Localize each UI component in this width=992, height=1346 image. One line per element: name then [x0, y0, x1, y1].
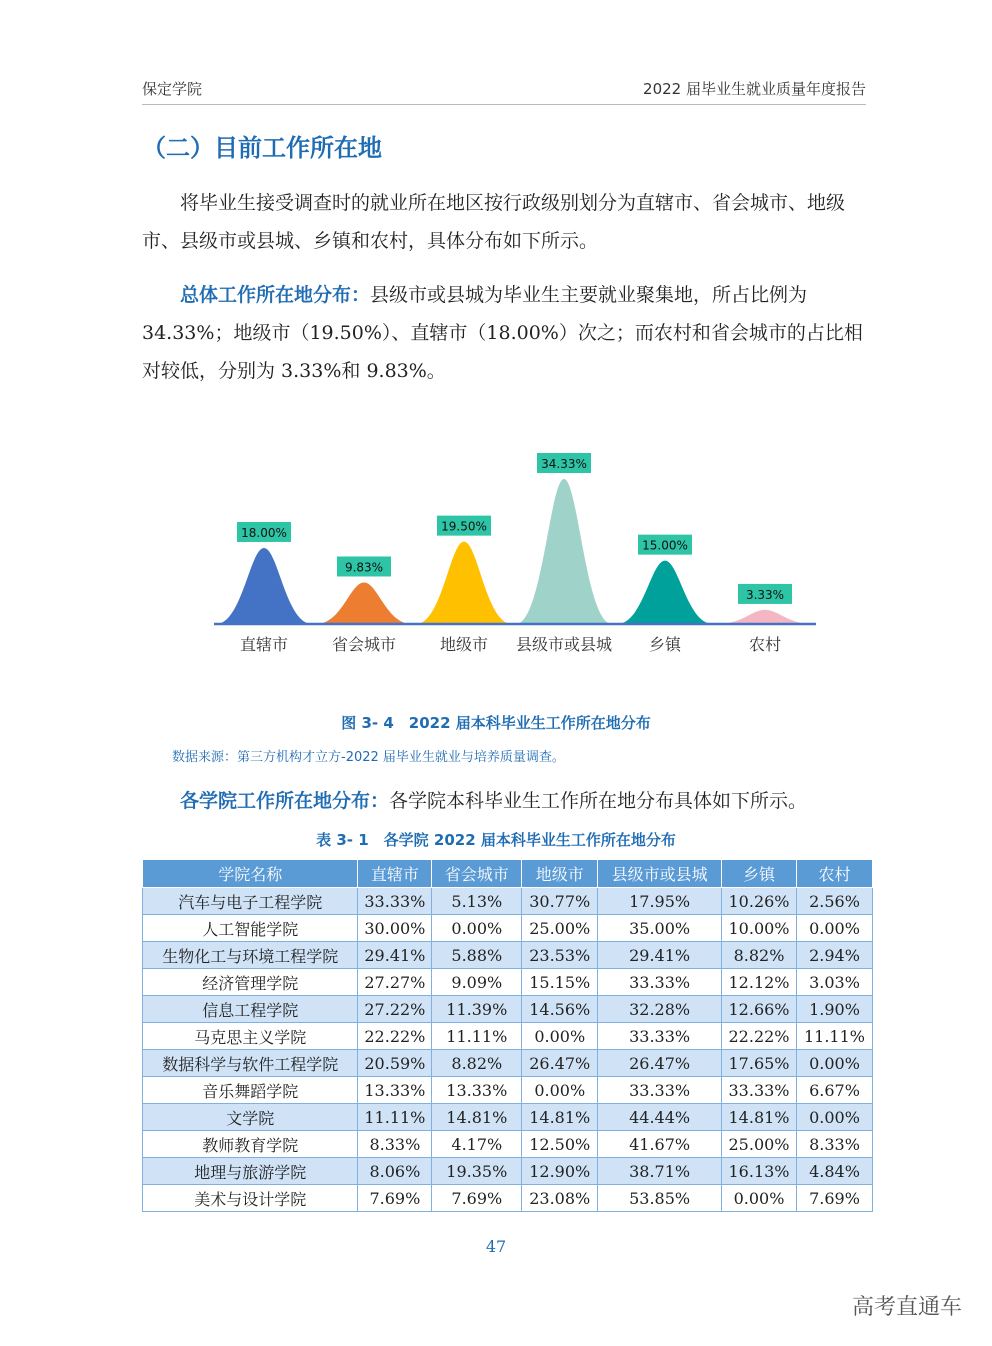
college-name-cell: 教师教育学院	[143, 1131, 358, 1158]
header-cell: 乡镇	[722, 860, 797, 888]
table-row	[143, 915, 873, 942]
percent-cell: 8.33%	[358, 1131, 432, 1158]
percent-cell: 11.39%	[432, 996, 522, 1023]
percent-cell: 11.11%	[358, 1104, 432, 1131]
percent-cell: 5.13%	[432, 888, 522, 915]
percent-cell: 11.11%	[432, 1023, 522, 1050]
percent-cell: 33.33%	[722, 1077, 797, 1104]
college-name-cell: 汽车与电子工程学院	[143, 888, 358, 915]
percent-cell: 6.67%	[796, 1077, 872, 1104]
percent-cell: 3.03%	[796, 969, 872, 996]
percent-cell: 8.82%	[432, 1050, 522, 1077]
section-title: （二）目前工作所在地	[142, 134, 382, 162]
header-cell: 省会城市	[432, 860, 522, 888]
percent-cell: 0.00%	[522, 1077, 598, 1104]
category-label: 地级市	[439, 635, 489, 654]
category-label: 农村	[748, 635, 782, 654]
table-row	[143, 942, 873, 969]
percent-cell: 27.27%	[358, 969, 432, 996]
college-name-cell: 信息工程学院	[143, 996, 358, 1023]
percent-cell: 12.90%	[522, 1158, 598, 1185]
college-name-cell: 美术与设计学院	[143, 1185, 358, 1212]
category-label: 县级市或县城	[515, 635, 613, 654]
percent-cell: 12.66%	[722, 996, 797, 1023]
percent-cell: 17.95%	[598, 888, 722, 915]
percent-cell: 25.00%	[522, 915, 598, 942]
table-row	[143, 969, 873, 996]
header-divider	[142, 104, 866, 105]
percent-cell: 2.94%	[796, 942, 872, 969]
percent-cell: 26.47%	[598, 1050, 722, 1077]
percent-cell: 14.81%	[722, 1104, 797, 1131]
table-row	[143, 1104, 873, 1131]
overall-paragraph	[142, 276, 872, 390]
percent-cell: 13.33%	[358, 1077, 432, 1104]
category-label: 乡镇	[648, 635, 682, 654]
percent-cell: 33.33%	[598, 1023, 722, 1050]
percent-cell: 8.06%	[358, 1158, 432, 1185]
table-caption: 表 3- 1 各学院 2022 届本科毕业生工作所在地分布	[316, 831, 676, 849]
table-row	[143, 1185, 873, 1212]
percent-cell: 8.33%	[796, 1131, 872, 1158]
table-row	[143, 996, 873, 1023]
percent-cell: 38.71%	[598, 1158, 722, 1185]
percent-cell: 29.41%	[358, 942, 432, 969]
percent-cell: 7.69%	[796, 1185, 872, 1212]
percent-cell: 0.00%	[722, 1185, 797, 1212]
table-row	[143, 1023, 873, 1050]
data-source: 数据来源：第三方机构才立方-2022 届毕业生就业与培养质量调查。	[172, 750, 565, 765]
header-cell: 学院名称	[143, 860, 358, 888]
data-label: 19.50%	[441, 519, 487, 534]
data-label: 3.33%	[745, 587, 785, 602]
peak-mark	[717, 610, 813, 624]
percent-cell: 44.44%	[598, 1104, 722, 1131]
percent-cell: 9.09%	[432, 969, 522, 996]
percent-cell: 30.00%	[358, 915, 432, 942]
percent-cell: 14.56%	[522, 996, 598, 1023]
header-cell: 地级市	[522, 860, 598, 888]
data-label: 9.83%	[344, 560, 384, 575]
college-paragraph	[142, 782, 872, 820]
percent-cell: 0.00%	[796, 1104, 872, 1131]
page-number: 47	[485, 1237, 507, 1256]
overall-text: 县级市或县城为毕业生主要就业聚集地，所占比例为 34.33%；地级市（19.50%）、直辖市（18.00%）次之；而农村和省会城市的占比相对较低，分别为 3.33%和 9.83%。	[142, 284, 863, 382]
peak-mark	[316, 582, 412, 624]
category-label: 省会城市	[331, 635, 397, 654]
figure-caption: 图 3- 4 2022 届本科毕业生工作所在地分布	[341, 714, 651, 732]
percent-cell: 20.59%	[358, 1050, 432, 1077]
percent-cell: 0.00%	[796, 1050, 872, 1077]
peak-mark	[416, 542, 512, 624]
header-right: 2022 届毕业生就业质量年度报告	[643, 80, 866, 98]
table-row	[143, 1131, 873, 1158]
header-cell: 农村	[796, 860, 872, 888]
table-row	[143, 888, 873, 915]
percent-cell: 5.88%	[432, 942, 522, 969]
percent-cell: 0.00%	[432, 915, 522, 942]
percent-cell: 19.35%	[432, 1158, 522, 1185]
percent-cell: 14.81%	[432, 1104, 522, 1131]
header-cell: 县级市或县城	[598, 860, 722, 888]
percent-cell: 7.69%	[432, 1185, 522, 1212]
percent-cell: 14.81%	[522, 1104, 598, 1131]
header-cell: 直辖市	[358, 860, 432, 888]
overall-highlight: 总体工作所在地分布：	[180, 284, 371, 306]
table-header-row	[143, 860, 873, 888]
college-text: 各学院本科毕业生工作所在地分布具体如下所示。	[389, 790, 808, 812]
data-label: 15.00%	[642, 538, 688, 553]
table-row	[143, 1050, 873, 1077]
table-row	[143, 1158, 873, 1185]
percent-cell: 7.69%	[358, 1185, 432, 1212]
location-chart	[200, 440, 840, 670]
percent-cell: 33.33%	[598, 969, 722, 996]
percent-cell: 17.65%	[722, 1050, 797, 1077]
data-label: 18.00%	[241, 525, 287, 540]
data-label: 34.33%	[541, 457, 587, 471]
percent-cell: 33.33%	[598, 1077, 722, 1104]
percent-cell: 26.47%	[522, 1050, 598, 1077]
peak-mark	[516, 479, 612, 624]
percent-cell: 29.41%	[598, 942, 722, 969]
percent-cell: 30.77%	[522, 888, 598, 915]
college-location-table	[142, 859, 873, 1212]
percent-cell: 23.53%	[522, 942, 598, 969]
percent-cell: 15.15%	[522, 969, 598, 996]
percent-cell: 1.90%	[796, 996, 872, 1023]
percent-cell: 4.17%	[432, 1131, 522, 1158]
percent-cell: 41.67%	[598, 1131, 722, 1158]
percent-cell: 12.50%	[522, 1131, 598, 1158]
percent-cell: 35.00%	[598, 915, 722, 942]
percent-cell: 11.11%	[796, 1023, 872, 1050]
percent-cell: 12.12%	[722, 969, 797, 996]
peak-mark	[617, 561, 713, 624]
peak-mark	[216, 548, 312, 624]
college-name-cell: 生物化工与环境工程学院	[143, 942, 358, 969]
percent-cell: 27.22%	[358, 996, 432, 1023]
percent-cell: 13.33%	[432, 1077, 522, 1104]
percent-cell: 32.28%	[598, 996, 722, 1023]
watermark: 高考直通车	[851, 1295, 962, 1320]
percent-cell: 0.00%	[522, 1023, 598, 1050]
table-row	[143, 1077, 873, 1104]
percent-cell: 8.82%	[722, 942, 797, 969]
college-name-cell: 音乐舞蹈学院	[143, 1077, 358, 1104]
percent-cell: 22.22%	[358, 1023, 432, 1050]
college-name-cell: 文学院	[143, 1104, 358, 1131]
percent-cell: 25.00%	[722, 1131, 797, 1158]
college-name-cell: 马克思主义学院	[143, 1023, 358, 1050]
header-left: 保定学院	[142, 80, 203, 98]
percent-cell: 0.00%	[796, 915, 872, 942]
percent-cell: 4.84%	[796, 1158, 872, 1185]
college-name-cell: 地理与旅游学院	[143, 1158, 358, 1185]
college-name-cell: 数据科学与软件工程学院	[143, 1050, 358, 1077]
college-name-cell: 经济管理学院	[143, 969, 358, 996]
intro-paragraph: 将毕业生接受调查时的就业所在地区按行政级别划分为直辖市、省会城市、地级市、县级市或县城、乡镇和农村，具体分布如下所示。	[142, 192, 846, 252]
percent-cell: 2.56%	[796, 888, 872, 915]
percent-cell: 33.33%	[358, 888, 432, 915]
category-label: 直辖市	[239, 635, 289, 654]
percent-cell: 22.22%	[722, 1023, 797, 1050]
college-highlight: 各学院工作所在地分布：	[180, 790, 390, 812]
college-name-cell: 人工智能学院	[143, 915, 358, 942]
percent-cell: 10.26%	[722, 888, 797, 915]
percent-cell: 53.85%	[598, 1185, 722, 1212]
percent-cell: 10.00%	[722, 915, 797, 942]
percent-cell: 23.08%	[522, 1185, 598, 1212]
percent-cell: 16.13%	[722, 1158, 797, 1185]
